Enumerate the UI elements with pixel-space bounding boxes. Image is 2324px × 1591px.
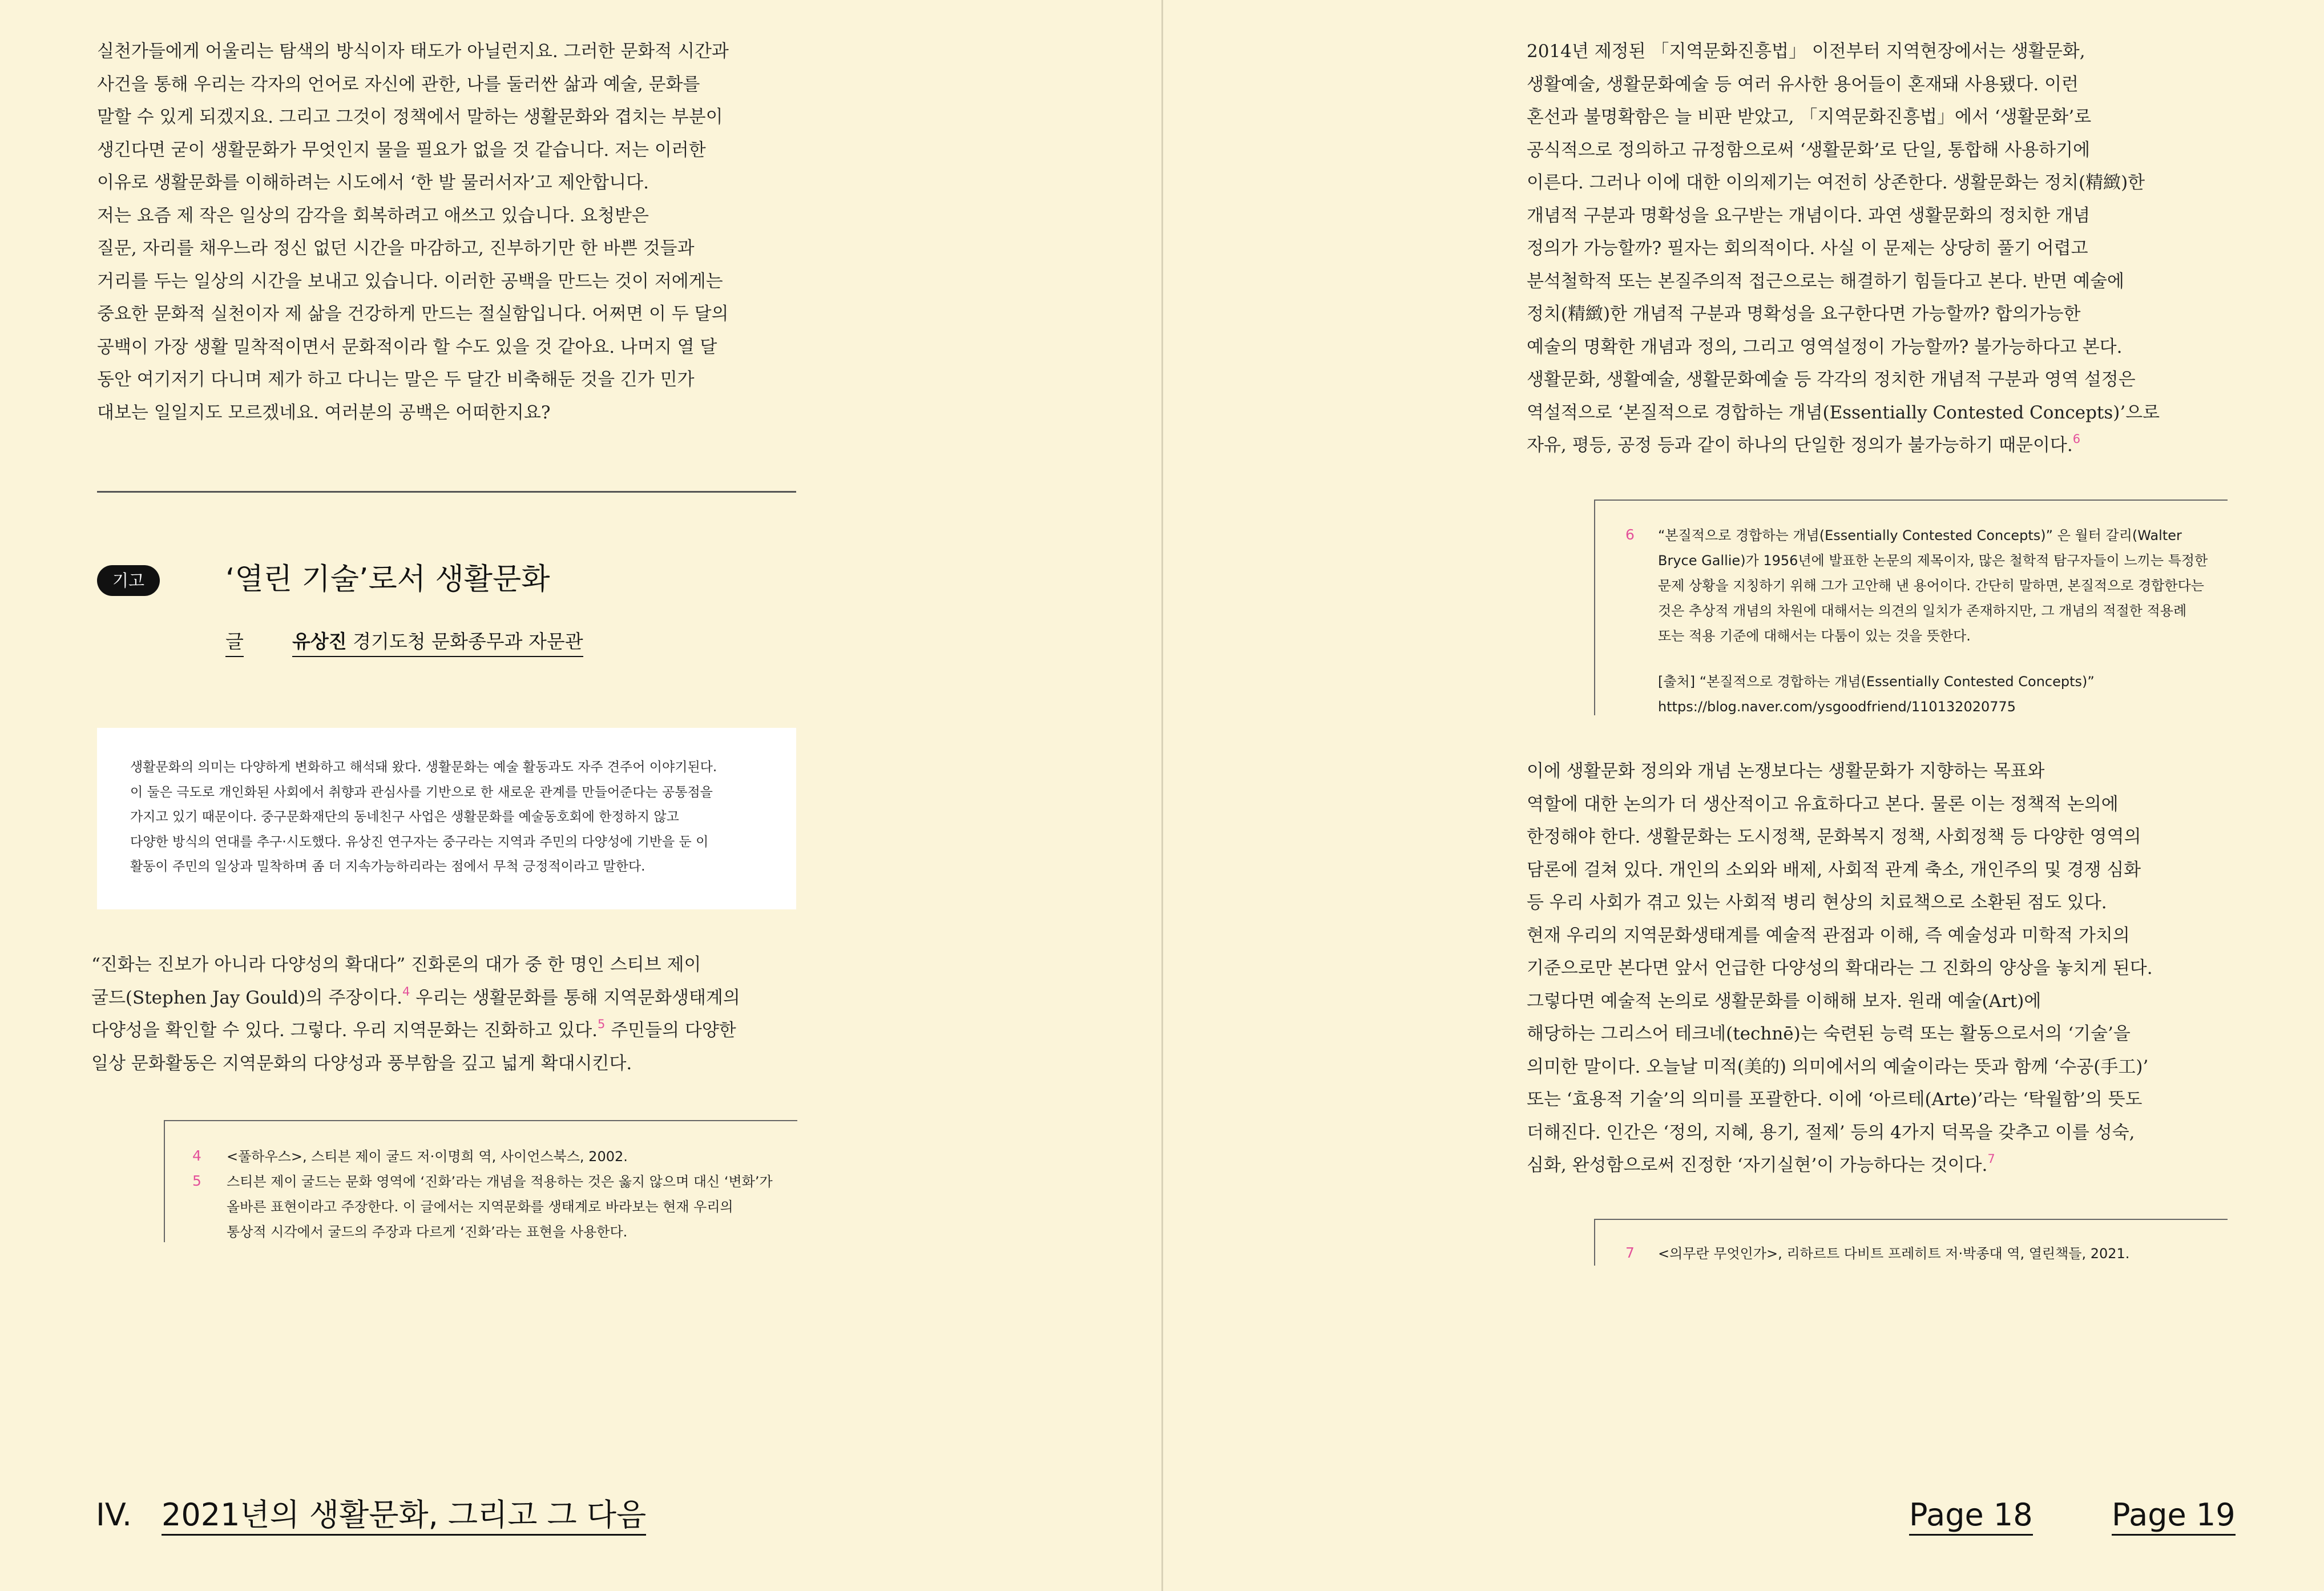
footnote-ref-6: 6 <box>2072 432 2081 446</box>
para-text: 2014년 제정된 「지역문화진흥법」 이전부터 지역현장에서는 생활문화, 생활예술, 생활문화예술 등 여러 유사한 용어들이 혼재돼 사용됐다. 이런 혼선과 불명확함은 늘 비판 받았고, 「지역문화진흥법」에서 ‘생활문화’로 공식적으로 정의하고 규정함으로써 ‘생활문화’로 단일, 통합해 사용하기에 이른다. 그러나 이에 대한 이의제기는 여전히 상존한다. 생활문화는 정치(精緻)한 개념적 구분과 명확성을 요구받는 개념이다. 과연 생활문화의 정치한 개념 정의가 가능할까? 필자는 회의적이다. 사실 이 문제는 상당히 풀기 어렵고 분석철학적 또는 본질주의적 접근으로는 해결하기 힘들다고 본다. 반면 예술에 정치(精緻)한 개념적 구분과 명확성을 요구한다면 가능할까? 합의가능한 예술의 명확한 개념과 정의, 그리고 영역설정이 가능할까? 불가능하다고 본다. 생활문화, 생활예술, 생활문화예술 등 각각의 정치한 개념적 구분과 영역 설정은 역설적으로 ‘본질적으로 경합하는 개념(Essentially Contested Concepts)’으로 자유, 평등, 공정 등과 같이 하나의 단일한 정의가 불가능하기 때문이다. <box>1527 41 2160 456</box>
footnote-text: <의무란 무엇인가>, 리하르트 다비트 프레히트 저·박종대 역, 열린책들, 2021. <box>1658 1246 2130 1262</box>
footnote-ref-4: 4 <box>402 984 410 998</box>
page-number-text: Page 19 <box>2112 1497 2236 1536</box>
page-number-text: Page 18 <box>1909 1497 2033 1536</box>
footnote-border <box>1594 500 1595 715</box>
footnote-divider <box>1594 500 2228 501</box>
byline-label: 글 <box>225 627 244 657</box>
footnote-ref-7: 7 <box>1987 1152 1995 1166</box>
footnote-source: [출처] “본질적으로 경합하는 개념(Essentially Contested Concepts)” https://blog.naver.com/ysgoodfriend/110132020775 <box>1658 674 2095 715</box>
page-gutter <box>1161 0 1163 1591</box>
footer-section-title <box>162 1497 646 1533</box>
footnote-text: <풀하우스>, 스티븐 제이 굴드 저·이명희 역, 사이언스북스, 2002. <box>227 1149 628 1165</box>
section-divider <box>97 491 796 493</box>
footnote-text: 스티븐 제이 굴드는 문화 영역에 ‘진화’라는 개념을 적용하는 것은 옳지 않으며 대신 ‘변화’가 올바른 표현이라고 주장한다. 이 글에서는 지역문화를 생태계로 바라보는 현재 우리의 통상적 시각에서 굴드의 주장과 다르게 ‘진화’라는 표현을 사용한다. <box>227 1174 773 1240</box>
footnote-border <box>164 1120 165 1242</box>
article-summary-box <box>97 728 796 909</box>
page-number-right <box>2112 1497 2236 1533</box>
footer-section-number: IV. <box>96 1497 132 1533</box>
footnote-text: “본질적으로 경합하는 개념(Essentially Contested Concepts)” 은 월터 갈리(Walter Bryce Gallie)가 1956년에 발표한 논문의 제목이자, 많은 철학적 탐구자들이 느끼는 특정한 문제 상황을 지칭하기 위해 그가 고안해 낸 용어이다. 간단히 말하면, 본질적으로 경합한다는 것은 추상적 개념의 차원에 대해서는 의견의 일치가 존재하지만, 그 개념의 적절한 적용례 또는 적용 기준에 대해서는 다툼이 있는 것을 뜻한다. <box>1658 527 2208 644</box>
footnote-number: 7 <box>1625 1244 1635 1261</box>
footnote-ref-5: 5 <box>598 1017 606 1031</box>
footnote-number: 6 <box>1625 526 1635 543</box>
footnote-divider <box>1594 1219 2228 1220</box>
footnote-divider <box>164 1120 797 1121</box>
left-body-paragraph-2 <box>91 949 799 1080</box>
para-text: 주민들의 다양한 일상 문화활동은 지역문화의 다양성과 풍부함을 깊고 넓게 확대시킨다. <box>91 1020 736 1074</box>
footer-section-title-text: 2021년의 생활문화, 그리고 그 다음 <box>162 1497 646 1536</box>
para-text: 이에 생활문화 정의와 개념 논쟁보다는 생활문화가 지향하는 목표와 역할에 대한 논의가 더 생산적이고 유효하다고 본다. 물론 이는 정책적 논의에 한정해야 한다. 생활문화는 도시정책, 문화복지 정책, 사회정책 등 다양한 영역의 담론에 걸쳐 있다. 개인의 소외와 배제, 사회적 관계 축소, 개인주의 및 경쟁 심화 등 우리 사회가 겪고 있는 사회적 병리 현상의 치료책으로 소환된 점도 있다. 현재 우리의 지역문화생태계를 예술적 관점과 이해, 즉 예술성과 미학적 가치의 기준으로만 본다면 앞서 언급한 다양성의 확대라는 그 진화의 양상을 놓치게 된다. 그렇다면 예술적 논의로 생활문화를 이해해 보자. 원래 예술(Art)에 해당하는 그리스어 테크네(technē)는 숙련된 능력 또는 활동으로서의 ‘기술’을 의미한 말이다. 오늘날 미적(美的) 의미에서의 예술이라는 뜻과 함께 ‘수공(手工)’ 또는 ‘효용적 기술’의 의미를 포괄한다. 이에 ‘아르테(Arte)’라는 ‘탁월함’의 뜻도 더해진다. 인간은 ‘정의, 지혜, 용기, 절제’ 등의 4가지 덕목을 갖추고 이를 성숙, 심화, 완성함으로써 진정한 ‘자기실현’이 가능하다는 것이다. <box>1527 761 2153 1175</box>
footnote-number: 5 <box>192 1173 201 1189</box>
byline-author <box>292 627 583 657</box>
para-text: “진화는 진보가 아니라 다양성의 확대다” 진화론의 대가 중 한 명인 스티브 제이 굴드(Stephen Jay Gould)의 주장이다. <box>91 954 701 1008</box>
article-title: ‘열린 기술’로서 생활문화 <box>225 562 550 597</box>
left-body-paragraph: 실천가들에게 어울리는 탐색의 방식이자 태도가 아닐런지요. 그러한 문화적 시간과 사건을 통해 우리는 각자의 언어로 자신에 관한, 나를 둘러싼 삶과 예술, 문화를 말할 수 있게 되겠지요. 그리고 그것이 정책에서 말하는 생활문화와 겹치는 부분이 생긴다면 굳이 생활문화가 무엇인지 물을 필요가 없을 것 같습니다. 저는 이러한 이유로 생활문화를 이해하려는 시도에서 ‘한 발 물러서자’고 제안합니다. 저는 요즘 제 작은 일상의 감각을 회복하려고 애쓰고 있습니다. 요청받은 질문, 자리를 채우느라 정신 없던 시간을 마감하고, 진부하기만 한 바쁜 것들과 거리를 두는 일상의 시간을 보내고 있습니다. 이러한 공백을 만드는 것이 저에게는 중요한 문화적 실천이자 제 삶을 건강하게 만드는 절실함입니다. 어쩌면 이 두 달의 공백이 가장 생활 밀착적이면서 문화적이라 할 수도 있을 것 같아요. 나머지 열 달 동안 여기저기 다니며 제가 하고 다니는 말은 두 달간 비축해둔 것을 긴가 민가 대보는 일일지도 모르겠네요. 여러분의 공백은 어떠한지요? <box>97 41 729 423</box>
footnote-border <box>1594 1219 1595 1266</box>
footnote-number: 4 <box>192 1147 201 1164</box>
right-body-paragraph <box>1527 35 2229 462</box>
article-summary: 생활문화의 의미는 다양하게 변화하고 해석돼 왔다. 생활문화는 예술 활동과도 자주 견주어 이야기된다. 이 둘은 극도로 개인화된 사회에서 취향과 관심사를 기반으로 한 새로운 관계를 만들어준다는 공통점을 가지고 있기 때문이다. 중구문화재단의 동네친구 사업은 생활문화를 예술동호회에 한정하지 않고 다양한 방식의 연대를 추구·시도했다. 유상진 연구자는 중구라는 지역과 주민의 다양성에 기반을 둔 이 활동이 주민의 일상과 밀착하며 좀 더 지속가능하리라는 점에서 무척 긍정적이라고 말한다. <box>130 760 717 874</box>
para-text: 우리는 생활문화를 통해 지역문화생태계의 다양성을 확인할 수 있다. 그렇다. 우리 지역문화는 진화하고 있다. <box>91 987 740 1041</box>
page-number-left <box>1909 1497 2033 1533</box>
author-name: 유상진 <box>292 630 347 652</box>
article-type-badge: 기고 <box>97 565 160 596</box>
author-role: 경기도청 문화종무과 자문관 <box>346 630 583 652</box>
right-body-paragraph-2 <box>1527 755 2229 1182</box>
